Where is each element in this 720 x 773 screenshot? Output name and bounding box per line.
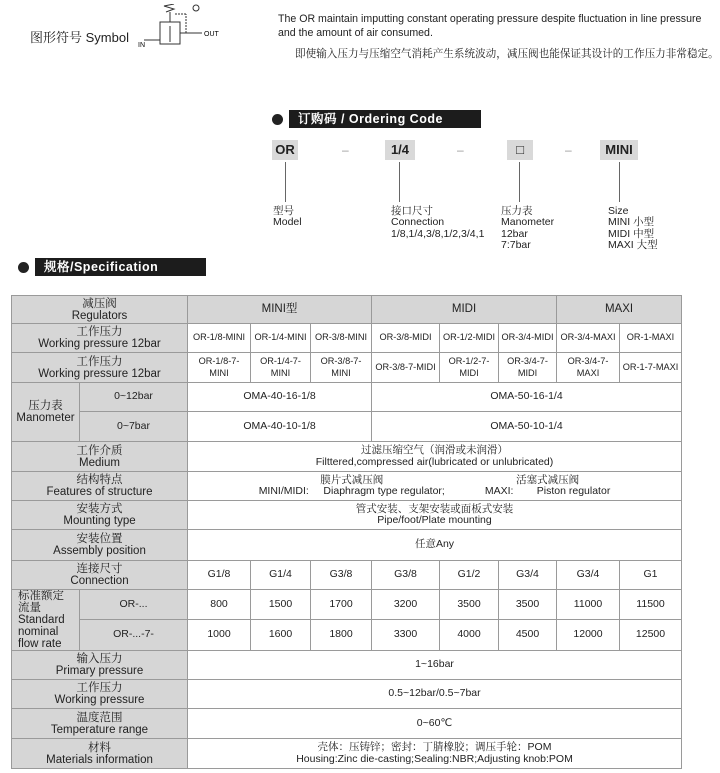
- label-structure: 结构特点 Features of structure: [12, 472, 188, 501]
- code-leader-line: [399, 162, 400, 202]
- ordering-code-header: [272, 110, 481, 128]
- manometer-mini-7: OMA-40-10-1/8: [188, 412, 372, 442]
- symbol-label: 图形符号 Symbol: [30, 30, 129, 45]
- assembly-value: 任意Any: [188, 530, 682, 561]
- manometer-mini-12: OMA-40-16-1/8: [188, 383, 372, 412]
- table-row: [12, 472, 682, 501]
- manometer-midi-12: OMA-50-16-1/4: [372, 383, 682, 412]
- table-row: [12, 353, 682, 383]
- table-row: [12, 324, 682, 353]
- model-cell: OR-1/8-7-MINI: [188, 353, 251, 383]
- code-model: OR: [272, 140, 298, 160]
- label-medium: 工作介质 Medium: [12, 442, 188, 472]
- flow-cell: 11000: [557, 590, 620, 620]
- symbol-in: IN: [138, 42, 145, 48]
- label-mounting: 安装方式 Mounting type: [12, 501, 188, 530]
- connection-cell: G3/4: [557, 561, 620, 590]
- flow-cell: 1000: [188, 619, 251, 650]
- model-cell: OR-3/8-MIDI: [372, 324, 440, 353]
- code-leader-line: [619, 162, 620, 202]
- flow-cell: 11500: [620, 590, 682, 620]
- manometer-midi-7: OMA-50-10-1/4: [372, 412, 682, 442]
- label-manometer-12bar: 0~12bar: [80, 383, 188, 412]
- label-working-pressure-12: 工作压力 Working pressure 12bar: [12, 324, 188, 353]
- connection-cell: G3/8: [311, 561, 372, 590]
- label-working-pressure-7: 工作压力 Working pressure 12bar: [12, 353, 188, 383]
- flow-cell: 800: [188, 590, 251, 620]
- specification-header: [18, 258, 206, 276]
- table-row: [12, 709, 682, 739]
- code-desc-manometer: 压力表 Manometer 12bar 7:7bar: [501, 205, 555, 252]
- connection-cell: G1: [620, 561, 682, 590]
- header-mini: MINI型: [188, 296, 372, 324]
- model-cell: OR-3/8-7-MINI: [311, 353, 372, 383]
- specification-title: 规格/Specification: [35, 258, 206, 276]
- label-primary-pressure: 输入压力 Primary pressure: [12, 651, 188, 680]
- code-desc-connection: 接口尺寸 Connection 1/8,1/4,3/8,1/2,3/4,1: [391, 205, 485, 240]
- model-cell: OR-3/4-MAXI: [557, 324, 620, 353]
- table-row: [12, 501, 682, 530]
- table-row: [12, 619, 682, 650]
- table-row: [12, 590, 682, 620]
- flow-cell: 3500: [499, 590, 557, 620]
- working-pressure-value: 0.5~12bar/0.5~7bar: [188, 680, 682, 709]
- model-cell: OR-3/4-MIDI: [499, 324, 557, 353]
- header-regulators: 减压阀 Regulators: [12, 296, 188, 324]
- materials-value: 壳体：压铸锌；密封：丁腈橡胶；调压手轮：POM Housing:Zinc die-casting;Sealing:NBR;Adjusting knob:POM: [188, 739, 682, 769]
- connection-cell: G1/2: [440, 561, 499, 590]
- table-row: [12, 739, 682, 769]
- mounting-value: 管式安装、支架安装或面板式安装 Pipe/foot/Plate mounting: [188, 501, 682, 530]
- medium-value: 过滤压缩空气（润滑或未润滑） Filttered,compressed air(lubricated or unlubricated): [188, 442, 682, 472]
- code-connection: 1/4: [385, 140, 415, 160]
- code-leader-line: [519, 162, 520, 202]
- table-row: [12, 651, 682, 680]
- bullet-icon: [272, 114, 283, 125]
- specification-table: [11, 295, 682, 769]
- model-cell: OR-1/2-7-MIDI: [440, 353, 499, 383]
- code-dash: –: [457, 143, 464, 157]
- table-row: [12, 296, 682, 324]
- label-temperature: 温度范围 Temperature range: [12, 709, 188, 739]
- model-cell: OR-3/8-7-MIDI: [372, 353, 440, 383]
- model-cell: OR-3/4-7-MAXI: [557, 353, 620, 383]
- table-row: [12, 442, 682, 472]
- table-row: [12, 561, 682, 590]
- table-row: [12, 530, 682, 561]
- flow-cell: 1800: [311, 619, 372, 650]
- label-flow-rate: 标准额定 流量 Standard nominal flow rate: [12, 590, 80, 651]
- code-dash: –: [565, 143, 572, 157]
- flow-cell: 4500: [499, 619, 557, 650]
- model-cell: OR-1-7-MAXI: [620, 353, 682, 383]
- label-connection: 连接尺寸 Connection: [12, 561, 188, 590]
- model-cell: OR-1/8-MINI: [188, 324, 251, 353]
- code-desc-size: Size MINI 小型 MIDI 中型 MAXI 大型: [608, 205, 658, 252]
- ordering-code-title: 订购码 / Ordering Code: [289, 110, 481, 128]
- regulator-symbol-icon: [136, 4, 228, 48]
- bullet-icon: [18, 262, 29, 273]
- flow-cell: 3300: [372, 619, 440, 650]
- label-flow-or: OR-...: [80, 590, 188, 620]
- model-cell: OR-1/4-MINI: [251, 324, 311, 353]
- flow-cell: 1700: [311, 590, 372, 620]
- code-dash: –: [342, 143, 349, 157]
- model-cell: OR-3/4-7-MIDI: [499, 353, 557, 383]
- connection-cell: G3/8: [372, 561, 440, 590]
- temperature-value: 0~60℃: [188, 709, 682, 739]
- model-cell: OR-1/4-7-MINI: [251, 353, 311, 383]
- symbol-out: OUT: [204, 31, 219, 38]
- label-materials: 材料 Materials information: [12, 739, 188, 769]
- connection-cell: G1/4: [251, 561, 311, 590]
- label-manometer-7bar: 0~7bar: [80, 412, 188, 442]
- table-row: [12, 383, 682, 412]
- connection-cell: G1/8: [188, 561, 251, 590]
- model-cell: OR-1/2-MIDI: [440, 324, 499, 353]
- primary-pressure-value: 1~16bar: [188, 651, 682, 680]
- label-manometer: 压力表 Manometer: [12, 383, 80, 442]
- connection-cell: G3/4: [499, 561, 557, 590]
- flow-cell: 3200: [372, 590, 440, 620]
- description-cn: 即使输入压力与压缩空气消耗产生系统波动，减压阀也能保证其设计的工作压力非常稳定。: [295, 48, 719, 60]
- flow-cell: 1600: [251, 619, 311, 650]
- flow-cell: 1500: [251, 590, 311, 620]
- description-en: The OR maintain imputting constant operating pressure despite fluctuation in line pressure and the amount of air consumed.: [278, 13, 702, 39]
- table-row: [12, 412, 682, 442]
- label-working-pressure: 工作压力 Working pressure: [12, 680, 188, 709]
- label-assembly: 安装位置 Assembly position: [12, 530, 188, 561]
- flow-cell: 4000: [440, 619, 499, 650]
- flow-cell: 12000: [557, 619, 620, 650]
- label-flow-or-7: OR-...-7-: [80, 619, 188, 650]
- flow-cell: 3500: [440, 590, 499, 620]
- code-leader-line: [285, 162, 286, 202]
- structure-value: 膜片式减压阀 MINI/MIDI: Diaphragm type regulator; 活塞式减压阀 MAXI: Piston regulator: [188, 472, 682, 501]
- model-cell: OR-3/8-MINI: [311, 324, 372, 353]
- flow-cell: 12500: [620, 619, 682, 650]
- header-midi: MIDI: [372, 296, 557, 324]
- table-row: [12, 680, 682, 709]
- code-desc-model: 型号 Model: [273, 205, 302, 229]
- code-size: MINI: [600, 140, 638, 160]
- code-manometer: □: [507, 140, 533, 160]
- model-cell: OR-1-MAXI: [620, 324, 682, 353]
- header-maxi: MAXI: [557, 296, 682, 324]
